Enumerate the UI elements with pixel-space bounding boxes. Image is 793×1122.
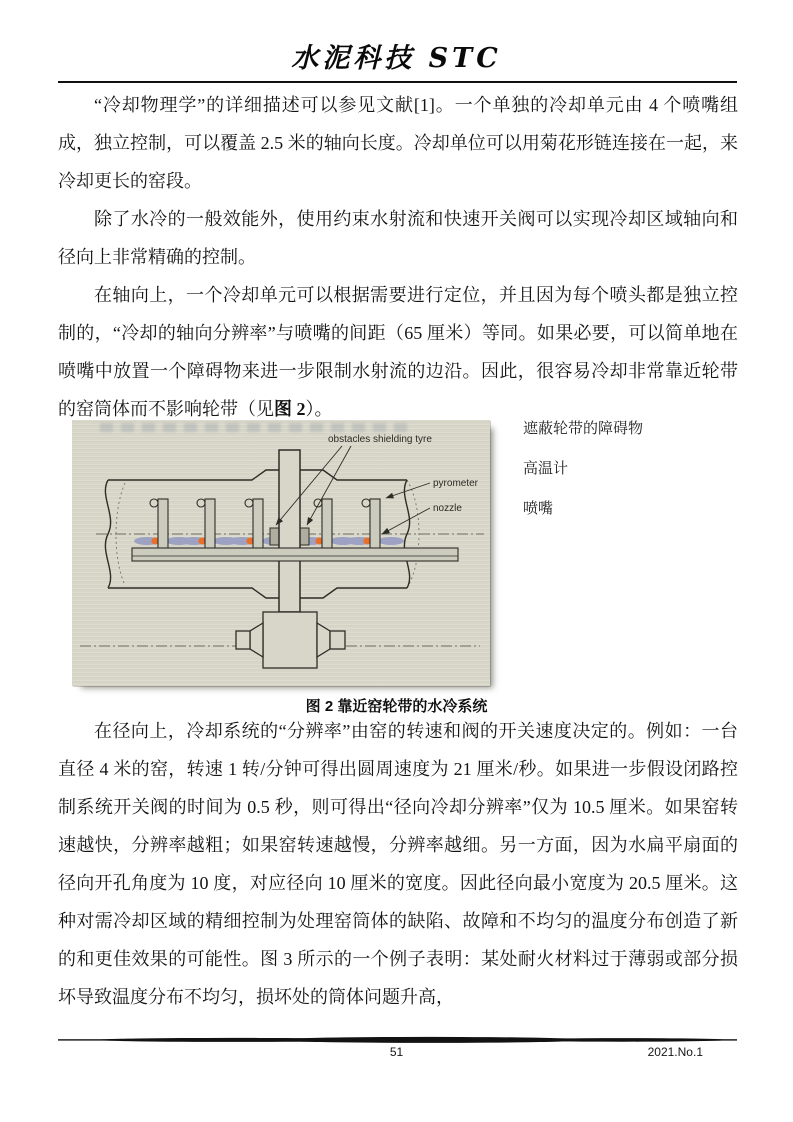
side-label-pyrometer: 高温计 (523, 461, 569, 477)
header-rule (58, 81, 737, 83)
article-body-top (58, 86, 738, 428)
figure-caption: 图 2 靠近窑轮带的水冷系统 (305, 698, 488, 715)
diagram-label-pyrometer: pyrometer (433, 478, 479, 489)
side-label-nozzle: 喷嘴 (523, 501, 554, 517)
paragraph-1: “冷却物理学”的详细描述可以参见文献[1]。一个单独的冷却单元由 4 个喷嘴组成，独立控制，可以覆盖 2.5 米的轴向长度。冷却单位可以用菊花形链连接在一起，来冷却更长的窑段。 (58, 95, 738, 191)
article-body-bottom (58, 712, 738, 1016)
issue-number: 2021.No.1 (647, 1045, 703, 1059)
kiln-tyre (279, 450, 300, 612)
figure-translated-labels (523, 420, 733, 540)
water-cooling-diagram (72, 420, 490, 686)
figure-2-image (72, 420, 490, 686)
paragraph-2: 除了水冷的一般效能外，使用约束水射流和快速开关阀可以实现冷却区域轴向和径向上非常精确的控制。 (58, 209, 738, 267)
paragraph-3 (58, 276, 738, 428)
paragraph-3-text: 在轴向上，一个冷却单元可以根据需要进行定位，并且因为每个喷头都是独立控制的，“冷却的轴向分辨率”与喷嘴的间距（65 厘米）等同。如果必要，可以简单地在喷嘴中放置一个障碍物来进一步限制水射流的边沿。因此，很容易冷却非常靠近轮带的窑筒体而不影响轮带（见 (58, 285, 738, 419)
bleed-through-artifact (100, 423, 410, 432)
diagram-label-nozzle: nozzle (433, 503, 462, 514)
water-supply-pipe (132, 548, 458, 561)
figure-2-reference: 图 2 (274, 399, 306, 419)
diagram-label-obstacles: obstacles shielding tyre (328, 434, 432, 445)
journal-title: 水泥科技 STC (291, 43, 502, 74)
page-footer (0, 1034, 793, 1074)
footer-rule (58, 1036, 737, 1044)
support-roller (236, 612, 345, 668)
paragraph-4: 在径向上，冷却系统的“分辨率”由窑的转速和阀的开关速度决定的。例如：一台直径 4 米的窑，转速 1 转/分钟可得出圆周速度为 21 厘米/秒。如果进一步假设闭路控制系统开关阀的时间为 0.5 秒，则可得出“径向冷却分辨率”仅为 10.5 厘米。如果窑转速越快，分辨率越粗；如果窑转速越慢，分辨率越细。另一方面，因为水扁平扇面的径向开孔角度为 10 度，对应径向 10 厘米的宽度。因此径向最小宽度为 20.5 厘米。这种对需冷却区域的精细控制为处理窑筒体的缺陷、故障和不均匀的温度分布创造了新的和更佳效果的可能性。图 3 所示的一个例子表明：某处耐火材料过于薄弱或部分损坏导致温度分布不均匀，损坏处的筒体问题升高， (58, 721, 738, 1007)
side-label-obstacles: 遮蔽轮带的障碍物 (523, 421, 644, 437)
page-number: 51 (389, 1045, 404, 1059)
paragraph-3-tail: ）。 (305, 399, 333, 419)
